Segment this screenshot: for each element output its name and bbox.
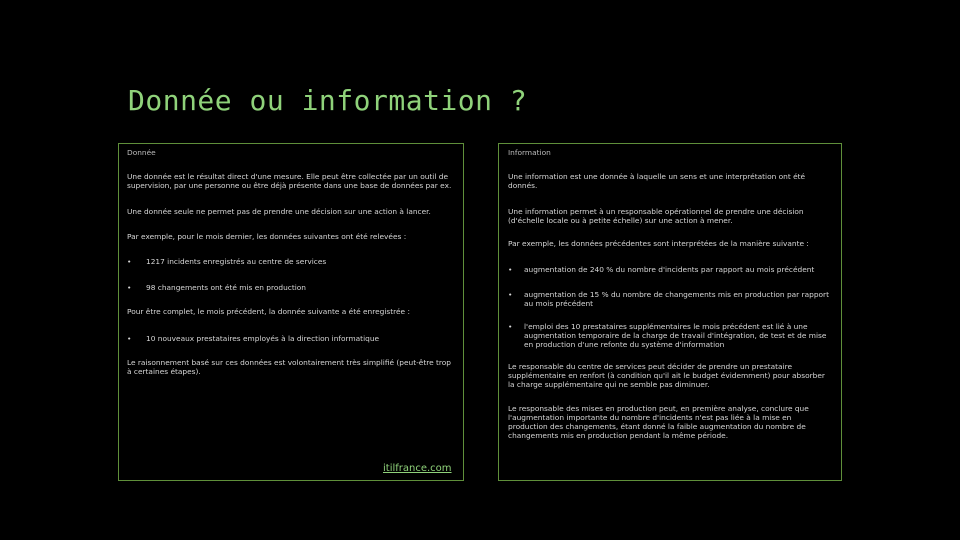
donnee-definition: Une donnée est le résultat direct d'une mesure. Elle peut être collectée par un outil de supervision, par une personne ou être déjà présente dans une base de données par ex. (127, 172, 452, 190)
slide-title: Donnée ou information ? (128, 84, 528, 117)
donnee-example-intro: Par exemple, pour le mois dernier, les données suivantes ont été relevées : (127, 232, 407, 241)
bullet-icon: • (127, 283, 132, 292)
bullet-icon: • (508, 265, 513, 274)
information-panel: Information Une information est une donnée à laquelle un sens et une interprétation ont été donnés. Une information permet à un responsable opérationnel de prendre une décision (d'échelle locale ou à petite échelle) sur une action à mener. Par exemple, les données précédentes sont interprétées de la manière suivante : • augmentation de 240 % du nombre d'incidents par rapport au mois précédent • augmentation de 15 % du nombre de changements mis en production par rapport au mois précédent • l'emploi des 10 prestataires supplémentaires le mois précédent est lié à une augmentation temporaire de la charge de travail d'intégration, de test et de mise en production d'une refonte du système d'information Le responsable du centre de services peut décider de prendre un prestataire supplémentaire en renfort (à condition qu'il ait le budget évidemment) pour absorber la charge supplémentaire qui ne semble pas diminuer. Le responsable des mises en production peut, en première analyse, conclure que l'augmentation importante du nombre d'incidents n'est pas liée à la mise en production des changements, étant donné la faible augmentation du nombre de changements mis en production pendant la même période. (498, 143, 842, 481)
information-definition: Une information est une donnée à laquelle un sens et une interprétation ont été donnés. (508, 172, 806, 190)
information-release-decision: Le responsable des mises en production peut, en première analyse, conclure que l'augmentation importante du nombre d'incidents n'est pas liée à la mise en production des changements, étant donné la faible augmentation du nombre de changements mis en production pendant la même période. (508, 404, 809, 440)
itilfrance-link[interactable]: itilfrance.com (383, 463, 452, 474)
donnee-decision-note: Une donnée seule ne permet pas de prendre une décision sur une action à lancer. (127, 207, 431, 216)
information-decision-note: Une information permet à un responsable opérationnel de prendre une décision (d'échelle locale ou à petite échelle) sur une action à mener. (508, 207, 804, 225)
donnee-reasoning-note: Le raisonnement basé sur ces données est volontairement très simplifié (peut-être trop à certaines étapes). (127, 358, 451, 376)
bullet-icon: • (127, 257, 132, 266)
information-example-intro: Par exemple, les données précédentes sont interprétées de la manière suivante : (508, 239, 809, 248)
information-heading: Information (508, 148, 551, 157)
donnee-heading: Donnée (127, 148, 156, 157)
donnee-panel: Donnée Une donnée est le résultat direct d'une mesure. Elle peut être collectée par un outil de supervision, par une personne ou être déjà présente dans une base de données par ex. Une donnée seule ne permet pas de prendre une décision sur une action à lancer. Par exemple, pour le mois dernier, les données suivantes ont été relevées : • 1217 incidents enregistrés au centre de services • 98 changements ont été mis en production Pour être complet, le mois précédent, la donnée suivante a été enregistrée : • 10 nouveaux prestataires employés à la direction informatique Le raisonnement basé sur ces données est volontairement très simplifié (peut-être trop à certaines étapes). itilfrance.com (118, 143, 464, 481)
bullet-icon: • (508, 322, 513, 331)
information-service-desk-decision: Le responsable du centre de services peut décider de prendre un prestataire supplémentaire en renfort (à condition qu'il ait le budget évidemment) pour absorber la charge supplémentaire qui ne semble pas diminuer. (508, 362, 825, 389)
donnee-previous-month: Pour être complet, le mois précédent, la donnée suivante a été enregistrée : (127, 307, 410, 316)
bullet-icon: • (508, 290, 513, 299)
bullet-icon: • (127, 334, 132, 343)
